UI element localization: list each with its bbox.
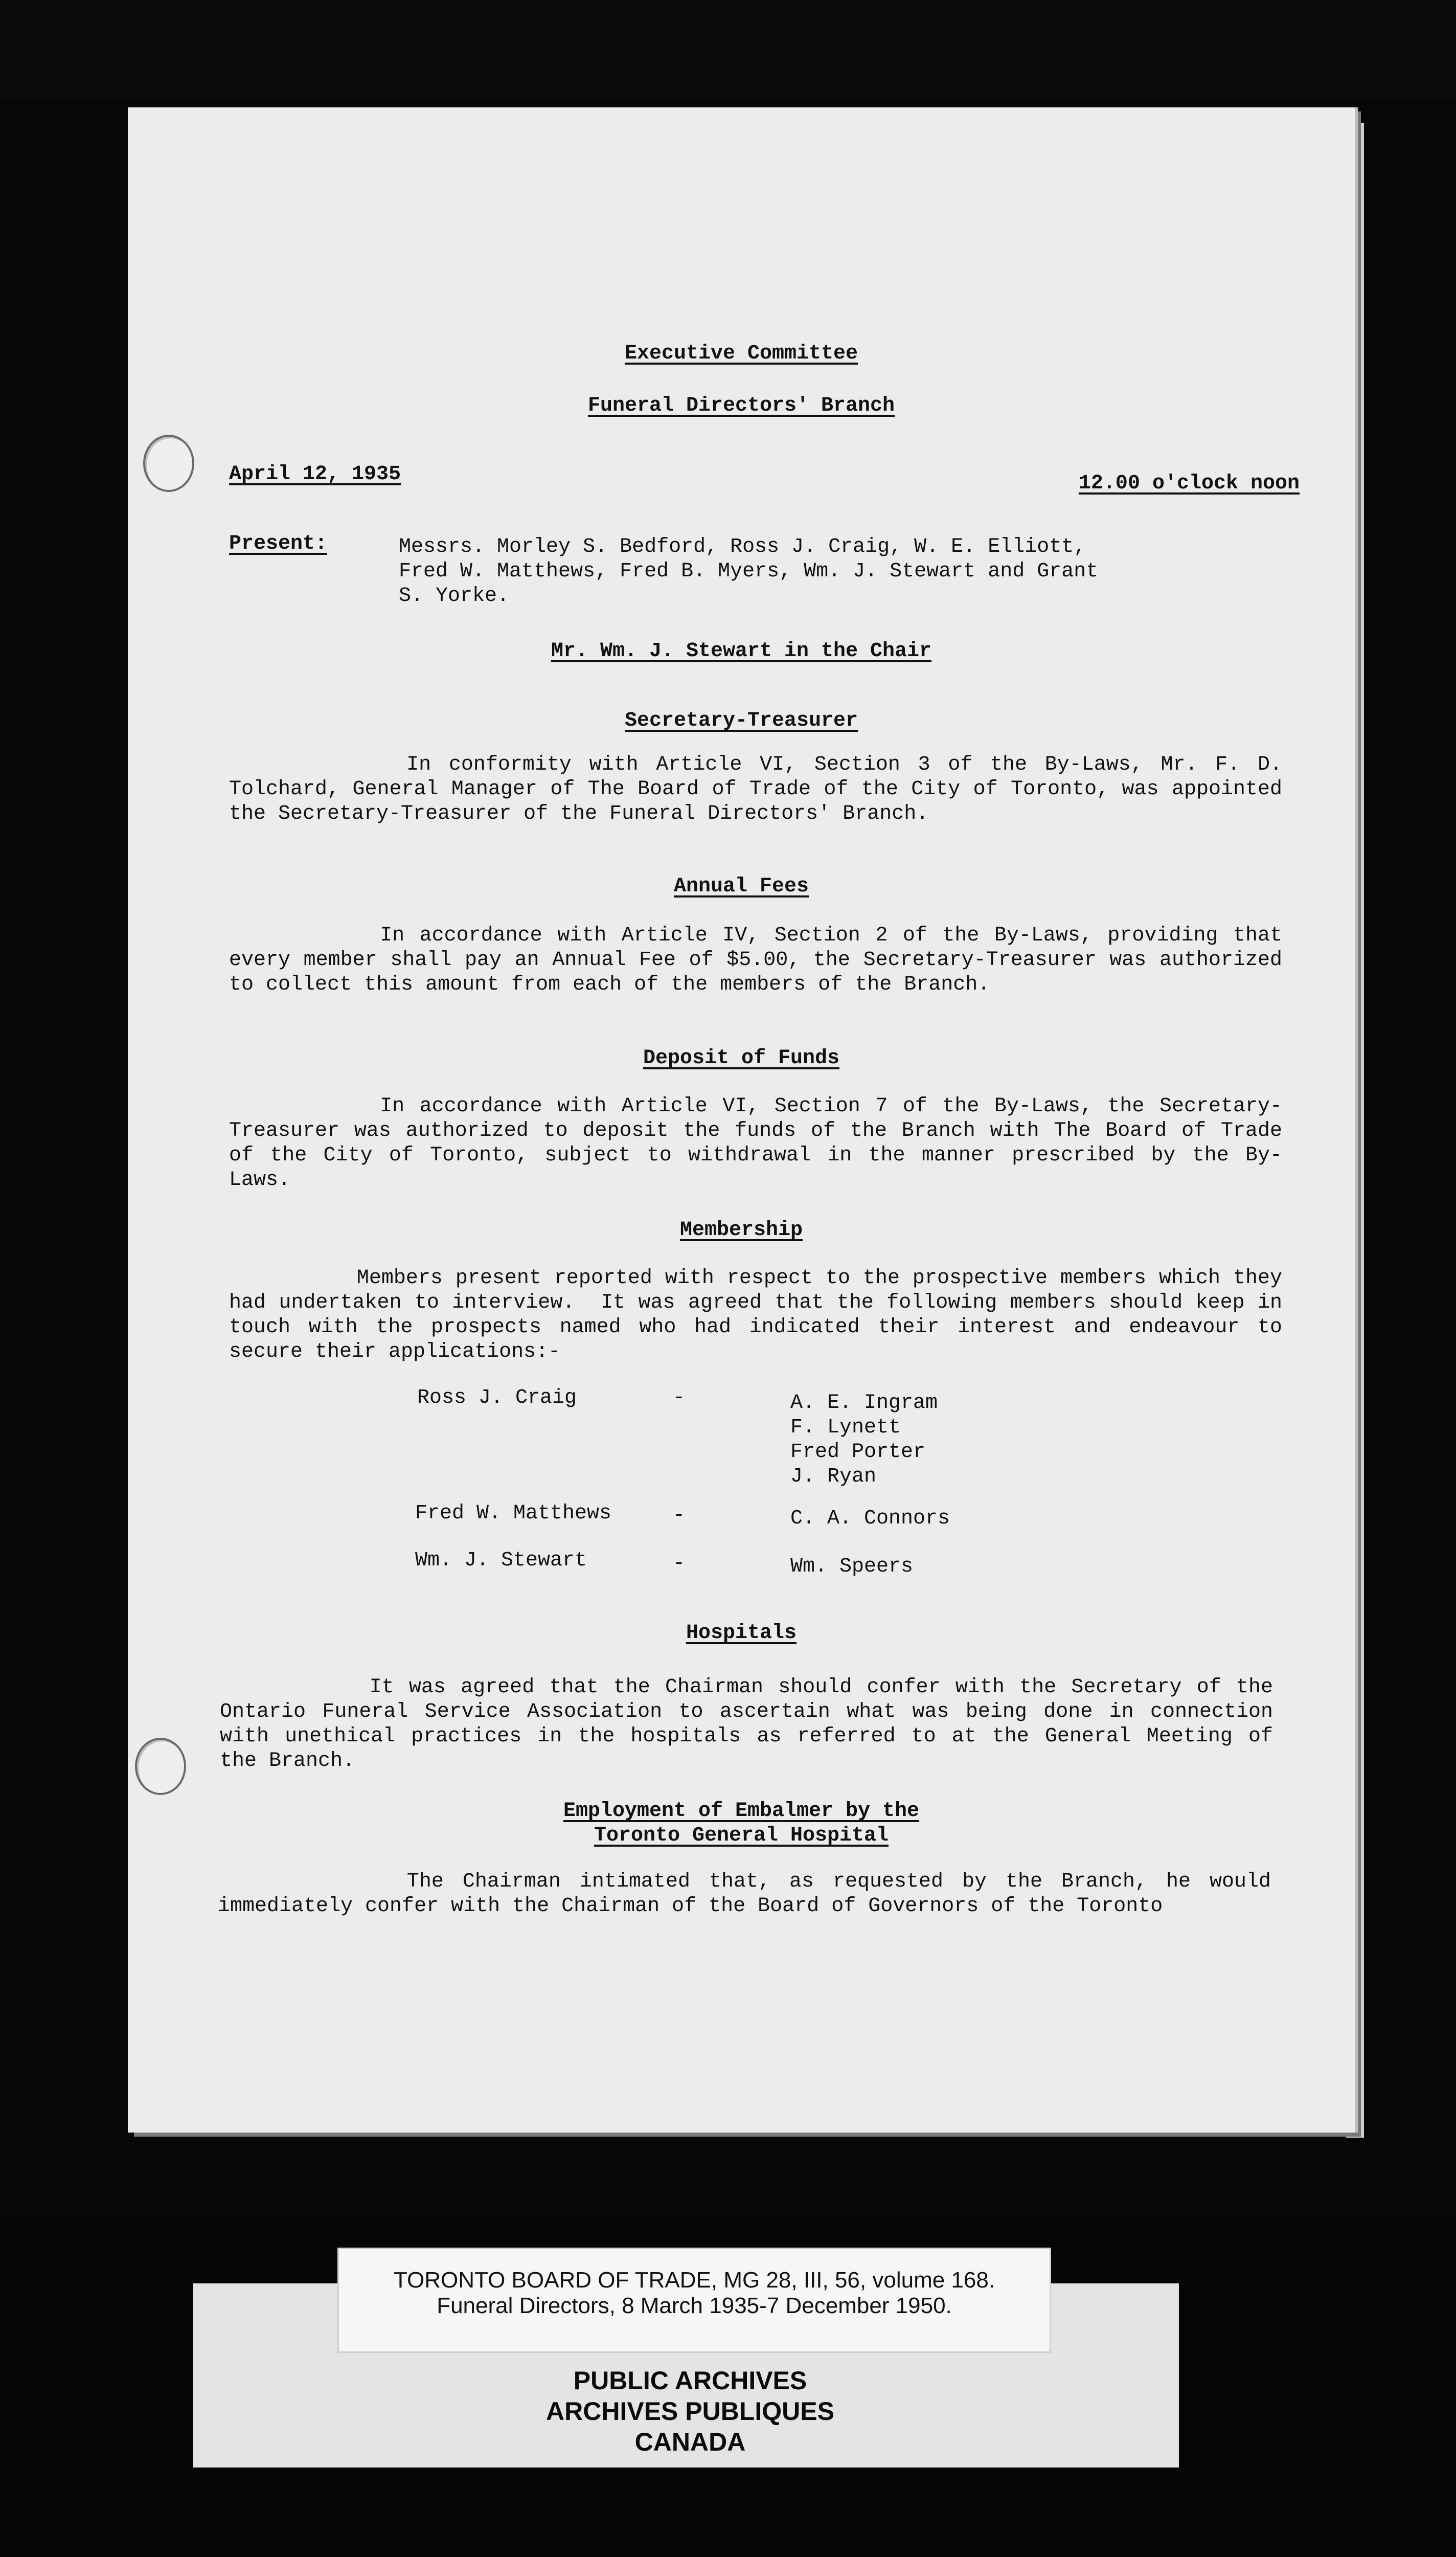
hospitals-paragraph: It was agreed that the Chairman should confer with the Secretary of the Ontario Funeral Service Association to ascertain what was being done in connection with unethical practices in the hospitals as referred to at the General Meeting of the Branch.: [220, 1676, 1286, 1773]
assignment-dash: -: [673, 1552, 686, 1575]
prospect-name: C. A. Connors: [790, 1507, 950, 1530]
archive-reference-line-1: TORONTO BOARD OF TRADE, MG 28, III, 56, volume 168.: [393, 2268, 995, 2293]
secretary-paragraph: In conformity with Article VI, Section 3 of the By-Laws, Mr. F. D. Tolchard, General Manager of The Board of Trade of the City of Toronto, was appointed the Secretary-Treasurer of the Funeral Directors' Branch.: [229, 753, 1295, 825]
funds-paragraph: In accordance with Article VI, Section 7 of the By-Laws, the Secretary-Treasurer was authorized to deposit the funds of the Branch with The Board of Trade of the City of Toronto, subject to withdrawal in the manner prescribed by the By-Laws.: [229, 1095, 1295, 1192]
punch-hole-bottom: [135, 1738, 186, 1795]
prospect-name: F. Lynett: [790, 1416, 901, 1439]
branch-heading: Funeral Directors' Branch: [587, 394, 895, 417]
embalmer-heading-line-2: Toronto General Hospital: [594, 1824, 889, 1847]
attendee-line-1: Messrs. Morley S. Bedford, Ross J. Craig, W. E. Elliott,: [399, 535, 1086, 558]
hospitals-heading: Hospitals: [686, 1622, 797, 1645]
attendee-line-3: S. Yorke.: [399, 585, 510, 608]
archives-stamp-line-3: CANADA: [634, 2428, 746, 2456]
attendee-line-2: Fred W. Matthews, Fred B. Myers, Wm. J. Stewart and Grant: [399, 560, 1099, 583]
assignment-dash: -: [673, 1386, 686, 1409]
archives-stamp-line-1: PUBLIC ARCHIVES: [573, 2366, 807, 2395]
archive-reference-line-2: Funeral Directors, 8 March 1935-7 December 1950.: [437, 2293, 952, 2318]
document-page: [128, 107, 1355, 2133]
film-border-top: [0, 0, 1456, 102]
meeting-date: April 12, 1935: [229, 463, 401, 486]
present-label: Present:: [229, 532, 328, 555]
assignment-member: Ross J. Craig: [417, 1386, 577, 1409]
prospect-name: Wm. Speers: [790, 1555, 914, 1578]
membership-heading: Membership: [679, 1219, 803, 1242]
assignment-dash: -: [673, 1504, 686, 1527]
archives-stamp-line-2: ARCHIVES PUBLIQUES: [546, 2397, 834, 2426]
assignment-member: Fred W. Matthews: [415, 1502, 612, 1525]
membership-paragraph: Members present reported with respect to the prospective members which they had undertaken to interview. It was agreed that the following members should keep in touch with the prospects named who had indicated their interest and endeavour to secure their applications:-: [229, 1267, 1295, 1363]
fees-heading: Annual Fees: [673, 875, 809, 898]
punch-hole-top: [143, 435, 194, 492]
fees-paragraph: In accordance with Article IV, Section 2 of the By-Laws, providing that every member shall pay an Annual Fee of $5.00, the Secretary-Treasurer was authorized to collect this amount from each of the members of the Branch.: [229, 924, 1295, 996]
prospect-name: J. Ryan: [790, 1465, 877, 1488]
funds-heading: Deposit of Funds: [643, 1047, 840, 1070]
archive-reference-label: [337, 2248, 1051, 2353]
prospect-name: Fred Porter: [790, 1441, 926, 1464]
embalmer-heading-line-1: Employment of Embalmer by the: [563, 1800, 920, 1823]
prospect-name: A. E. Ingram: [790, 1392, 938, 1415]
chair-heading: Mr. Wm. J. Stewart in the Chair: [551, 640, 932, 663]
archives-stamp: [460, 2365, 920, 2457]
meeting-time: 12.00 o'clock noon: [1078, 472, 1300, 495]
secretary-heading: Secretary-Treasurer: [624, 709, 858, 732]
embalmer-paragraph: The Chairman intimated that, as requested by the Branch, he would immediately confer with the Chairman of the Board of Governors of the Toronto: [218, 1870, 1284, 1918]
assignment-member: Wm. J. Stewart: [415, 1549, 587, 1572]
committee-heading: Executive Committee: [624, 342, 858, 365]
